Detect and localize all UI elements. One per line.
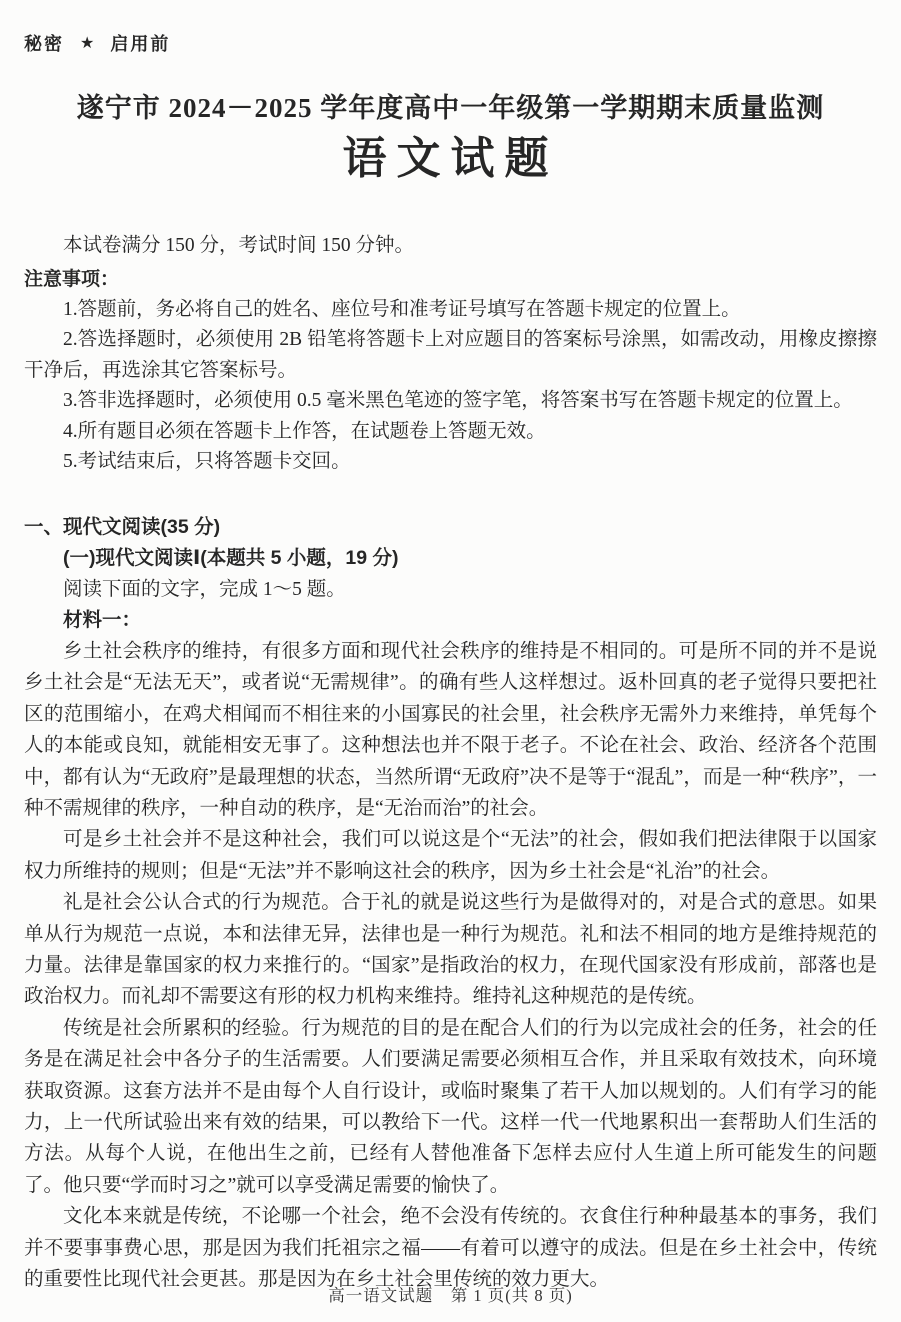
material-paragraph-2: 可是乡土社会并不是这种社会，我们可以说这是个“无法”的社会，假如我们把法律限于以国家权力所维持的规则；但是“无法”并不影响这社会的秩序，因为乡土社会是“礼治”的社会。 xyxy=(24,829,877,882)
exam-info: 本试卷满分 150 分，考试时间 150 分钟。 xyxy=(63,234,415,256)
status-label: 启用前 xyxy=(110,34,171,54)
notice-item-2: 2.答选择题时，必须使用 2B 铅笔将答题卡上对应题目的答案标号涂黑，如需改动，用橡皮擦擦干净后，再选涂其它答案标号。 xyxy=(24,329,877,381)
notice-item-3: 3.答非选择题时，必须使用 0.5 毫米黑色笔迹的签字笔，将答案书写在答题卡规定的位置上。 xyxy=(63,390,853,412)
section-heading-modern-reading: 一、现代文阅读(35 分) xyxy=(24,515,221,538)
material-paragraph-5: 文化本来就是传统，不论哪一个社会，绝不会没有传统的。衣食住行种种最基本的事务，我们并不要事事费心思，那是因为我们托祖宗之福——有着可以遵守的成法。但是在乡土社会中，传统的重要性比现代社会更甚。那是因为在乡土社会里传统的效力更大。 xyxy=(24,1206,877,1291)
exam-title: 遂宁市 2024－2025 学年度高中一年级第一学期期末质量监测 xyxy=(76,93,825,123)
classification-line xyxy=(24,30,877,56)
material-one-label: 材料一： xyxy=(63,608,142,631)
star-icon: ★ xyxy=(80,35,95,52)
notice-item-4: 4.所有题目必须在答题卡上作答，在试题卷上答题无效。 xyxy=(63,420,546,442)
exam-subtitle: 语文试题 xyxy=(342,134,559,184)
notice-heading: 注意事项： xyxy=(24,268,120,290)
part-heading-reading-1: (一)现代文阅读Ⅰ(本题共 5 小题，19 分) xyxy=(63,546,399,569)
notice-item-1: 1.答题前，务必将自己的姓名、座位号和准考证号填写在答题卡规定的位置上。 xyxy=(63,298,741,320)
notice-item-5: 5.考试结束后，只将答题卡交回。 xyxy=(63,451,351,473)
reading-instruction: 阅读下面的文字，完成 1～5 题。 xyxy=(63,578,346,600)
material-paragraph-1: 乡土社会秩序的维持，有很多方面和现代社会秩序的维持是不相同的。可是所不同的并不是说乡土社会是“无法无天”，或者说“无需规律”。的确有些人这样想过。返朴回真的老子觉得只要把社区的范围缩小，在鸡犬相闻而不相往来的小国寡民的社会里，社会秩序无需外力来维持，单凭每个人的本能或良知，就能相安无事了。这种想法也并不限于老子。不论在社会、政治、经济各个范围中，都有认为“无政府”是最理想的状态，当然所谓“无政府”决不是等于“混乱”，而是一种“秩序”，一种不需规律的秩序，一种自动的秩序，是“无治而治”的社会。 xyxy=(24,640,877,820)
classification-label: 秘密 xyxy=(24,34,64,54)
material-paragraph-4: 传统是社会所累积的经验。行为规范的目的是在配合人们的行为以完成社会的任务，社会的任务是在满足社会中各分子的生活需要。人们要满足需要必须相互合作，并且采取有效技术，向环境获取资源。这套方法并不是由每个人自行设计，或临时聚集了若干人加以规划的。人们有学习的能力，上一代所试验出来有效的结果，可以教给下一代。这样一代一代地累积出一套帮助人们生活的方法。从每个人说，在他出生之前，已经有人替他准备下怎样去应付人生道上所可能发生的问题了。他只要“学而时习之”就可以享受满足需要的愉快了。 xyxy=(24,1017,877,1196)
page-footer: 高一语文试题 第 1 页(共 8 页) xyxy=(328,1286,573,1305)
material-paragraph-3: 礼是社会公认合式的行为规范。合于礼的就是说这些行为是做得对的，对是合式的意思。如果单从行为规范一点说，本和法律无异，法律也是一种行为规范。礼和法不相同的地方是维持规范的力量。法律是靠国家的权力来推行的。“国家”是指政治的权力，在现代国家没有形成前，部落也是政治权力。而礼却不需要这有形的权力机构来维持。维持礼这种规范的是传统。 xyxy=(24,892,877,1008)
